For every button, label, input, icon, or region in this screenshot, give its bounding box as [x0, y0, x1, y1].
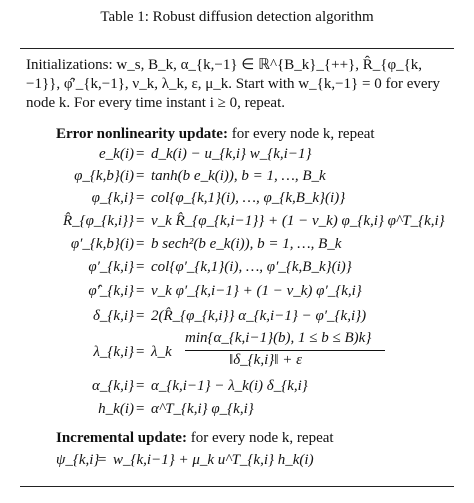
eq-r-hat-lhs: R̂_{φ_{k,i}} — [62, 213, 134, 229]
initializations-text: Initializations: w_s, B_k, α_{k,−1} ∈ ℝ^{B_k}_{++}, R̂_{φ_{k,−1}}, φ̂′_{k,−1}, ν_k, λ_k, ε, μ_k. Start with w_{k,−1} = 0 for every node k. For every time instant i ≥ 0, repeat. — [26, 57, 441, 111]
eq-lambda-numerator: min{α_{k,i−1}(b), 1 ≤ b ≤ B)k} — [185, 330, 372, 346]
fraction-bar — [185, 350, 385, 351]
section-error-nonlinearity-rest: for every node k, repeat — [231, 126, 375, 142]
eq-phi-col-lhs: φ_{k,i} — [91, 190, 134, 206]
top-rule — [20, 48, 454, 49]
eq-alpha: α_{k,i} = α_{k,i−1} − λ_k(i) δ_{k,i} — [92, 378, 308, 394]
eq-error-rhs: d_k(i) − u_{k,i} w_{k,i−1} — [151, 146, 312, 162]
section-incremental-heading: Incremental update: — [56, 430, 187, 446]
eq-error-lhs: e_k(i) — [99, 146, 134, 162]
eq-delta-lhs: δ_{k,i} — [92, 308, 134, 324]
eq-lambda-denominator: ‖δ_{k,i}‖ + ε — [229, 352, 303, 368]
eq-phi-prime-b: φ′_{k,b}(i) = b sech²(b e_k(i)), b = 1, …, B_k — [70, 236, 342, 252]
eq-lambda-prefix: λ_k — [151, 344, 172, 360]
eq-alpha-lhs: α_{k,i} — [92, 378, 134, 394]
eq-phi-b: φ_{k,b}(i) = tanh(b e_k(i)), b = 1, …, B_k — [74, 168, 326, 184]
eq-phi-prime-b-rhs: b sech²(b e_k(i)), b = 1, …, B_k — [151, 236, 342, 252]
eq-phi-b-rhs: tanh(b e_k(i)), b = 1, …, B_k — [151, 168, 326, 184]
eq-r-hat-rhs: ν_k R̂_{φ_{k,i−1}} + (1 − ν_k) φ_{k,i} φ^T_{k,i} — [151, 213, 445, 229]
eq-h: h_k(i) = α^T_{k,i} φ_{k,i} — [98, 401, 254, 417]
section-error-nonlinearity — [56, 126, 375, 143]
eq-delta-rhs: 2(R̂_{φ_{k,i}} α_{k,i−1} − φ′_{k,i}) — [151, 308, 367, 324]
section-error-nonlinearity-heading: Error nonlinearity update: — [56, 126, 228, 142]
eq-phi-b-lhs: φ_{k,b}(i) — [74, 168, 134, 184]
eq-phi-col-rhs: col{φ_{k,1}(i), …, φ_{k,B_k}(i)} — [151, 190, 346, 206]
eq-h-rhs: α^T_{k,i} φ_{k,i} — [151, 401, 254, 417]
eq-phi-prime-col-lhs: φ′_{k,i} — [88, 259, 134, 275]
eq-h-lhs: h_k(i) — [98, 401, 134, 417]
eq-lambda-lhs: λ_{k,i} — [93, 344, 134, 360]
eq-psi-rhs: w_{k,i−1} + μ_k u^T_{k,i} h_k(i) — [113, 452, 314, 468]
eq-alpha-rhs: α_{k,i−1} − λ_k(i) δ_{k,i} — [151, 378, 308, 394]
eq-phi-prime-col-rhs: col{φ′_{k,1}(i), …, φ′_{k,B_k}(i)} — [151, 259, 352, 275]
eq-psi-lhs: ψ_{k,i} — [56, 452, 100, 468]
eq-phi-prime-b-lhs: φ′_{k,b}(i) — [70, 236, 134, 252]
eq-phi-col: φ_{k,i} = col{φ_{k,1}(i), …, φ_{k,B_k}(i)} — [91, 190, 346, 206]
eq-phi-hat-prime-rhs: ν_k φ′_{k,i−1} + (1 − ν_k) φ′_{k,i} — [151, 283, 362, 299]
eq-r-hat: R̂_{φ_{k,i}} = ν_k R̂_{φ_{k,i−1}} + (1 − ν_k) φ_{k,i} φ^T_{k,i} — [62, 213, 445, 229]
eq-lambda: λ_{k,i} = λ_k min{α_{k,i−1}(b), 1 ≤ b ≤ B)k} ‖δ_{k,i}‖ + ε — [0, 344, 474, 364]
eq-phi-hat-prime: φ̂′_{k,i} = ν_k φ′_{k,i−1} + (1 − ν_k) φ′_{k,i} — [88, 283, 362, 299]
table-title: Table 1: Robust diffusion detection algorithm — [100, 9, 374, 25]
bottom-rule — [20, 486, 454, 487]
eq-delta: δ_{k,i} = 2(R̂_{φ_{k,i}} α_{k,i−1} − φ′_{k,i}) — [92, 308, 367, 324]
eq-phi-prime-col: φ′_{k,i} = col{φ′_{k,1}(i), …, φ′_{k,B_k}(i)} — [88, 259, 352, 275]
eq-psi: ψ_{k,i} = w_{k,i−1} + μ_k u^T_{k,i} h_k(i) — [56, 452, 314, 468]
eq-error: e_k(i) = d_k(i) − u_{k,i} w_{k,i−1} — [99, 146, 312, 162]
eq-phi-hat-prime-lhs: φ̂′_{k,i} — [88, 283, 134, 299]
section-incremental — [56, 430, 334, 447]
section-incremental-rest: for every node k, repeat — [190, 430, 334, 446]
